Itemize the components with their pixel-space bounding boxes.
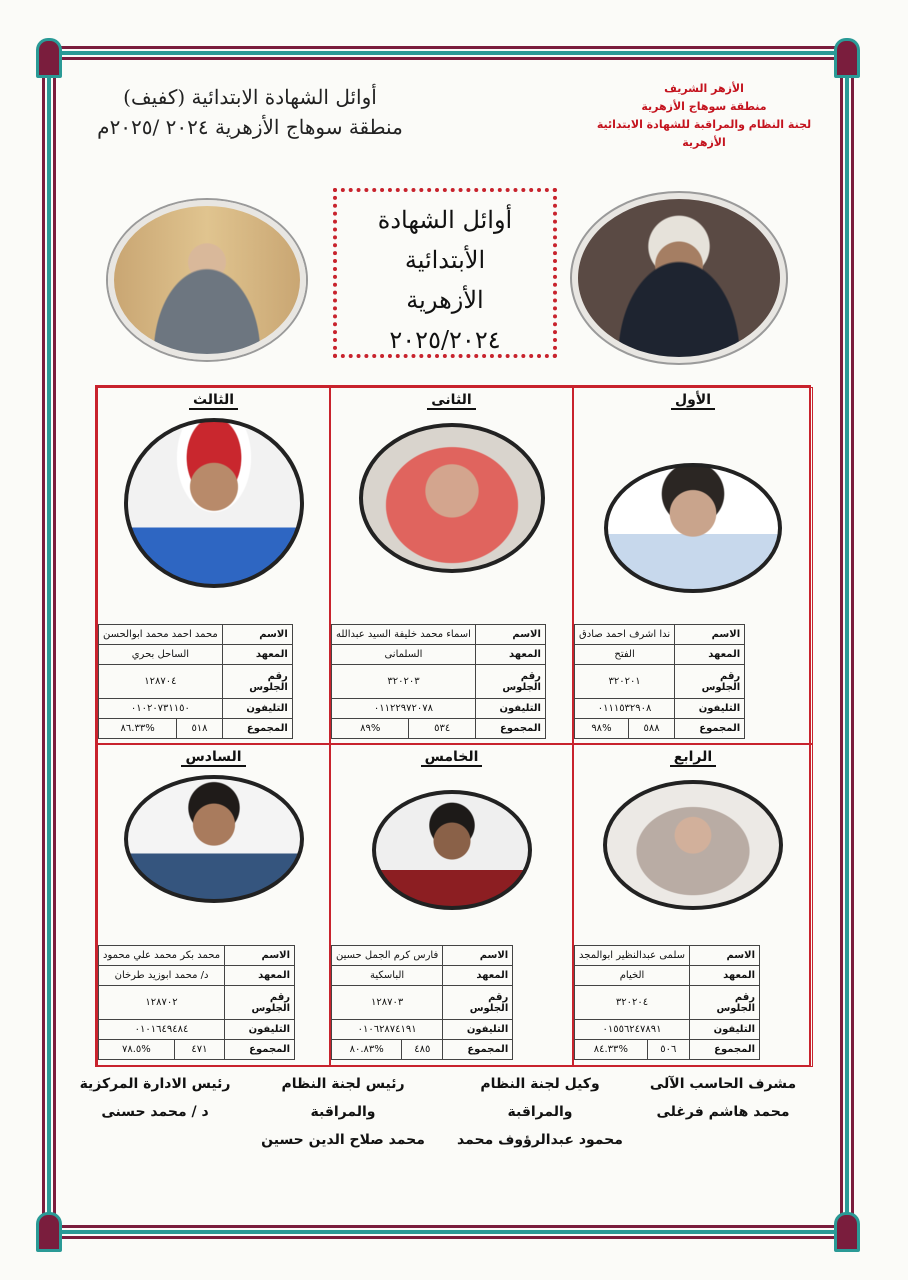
signature-title: مشرف الحاسب الآلى: [649, 1076, 797, 1092]
student-seat-number: ١٢٨٧٠٤: [99, 665, 223, 699]
total-label: المجموع: [475, 719, 545, 739]
student-phone: ٠١١١٥٣٢٩٠٨: [575, 699, 675, 719]
signature-name: محمود عبدالرؤوف محمد: [457, 1132, 623, 1148]
phone-row: [575, 1020, 760, 1040]
title-line-1: أوائل الشهادة: [377, 206, 513, 234]
seat-label: رقم الجلوس: [475, 665, 545, 699]
rank-title: [98, 392, 329, 408]
student-percent: %٨٩: [332, 719, 409, 739]
rank-title: [98, 749, 329, 765]
name-label: الاسم: [475, 625, 545, 645]
student-info-table: [98, 945, 295, 1060]
seat-label: رقم الجلوس: [222, 665, 292, 699]
student-institute: السلمانى: [332, 645, 476, 665]
total-label: المجموع: [675, 719, 745, 739]
signature-name: محمد صلاح الدين حسين: [261, 1132, 425, 1148]
phone-row: [575, 699, 745, 719]
student-photo: [372, 790, 532, 910]
corner-ornament: [36, 1212, 62, 1252]
student-info-table: [98, 624, 293, 739]
corner-ornament: [834, 38, 860, 78]
institute-label: المعهد: [675, 645, 745, 665]
student-name: ندا اشرف احمد صادق: [575, 625, 675, 645]
student-info-table: [331, 945, 513, 1060]
rank-label: السادس: [181, 749, 245, 767]
signature-block: [450, 1070, 630, 1154]
student-total: ٥٠٦: [647, 1040, 689, 1060]
rank-label: الخامس: [421, 749, 483, 767]
phone-label: التليفون: [222, 699, 292, 719]
institution-heading: [584, 80, 824, 152]
frame-left-border: [42, 50, 56, 1234]
rank-title: [574, 749, 812, 765]
total-label: المجموع: [443, 1040, 513, 1060]
rank-title: [331, 749, 572, 765]
student-photo: [603, 780, 783, 910]
name-label: الاسم: [675, 625, 745, 645]
institution-line-2: منطقة سوهاج الأزهرية: [641, 100, 767, 113]
student-photo: [124, 418, 304, 588]
student-seat-number: ١٢٨٧٠٣: [332, 986, 443, 1020]
institute-row: [332, 966, 513, 986]
seat-row: [99, 986, 295, 1020]
phone-label: التليفون: [690, 1020, 760, 1040]
frame-top-border: [55, 46, 853, 60]
student-percent: %٨٠.٨٣: [332, 1040, 402, 1060]
signature-block: [248, 1070, 438, 1154]
student-phone: ٠١٠١٦٤٩٤٨٤: [99, 1020, 225, 1040]
signature-name: محمد هاشم فرغلى: [656, 1104, 790, 1120]
student-card: [330, 744, 573, 1067]
rank-title: [574, 392, 812, 408]
phone-row: [332, 699, 546, 719]
student-institute: الساحل بحري: [99, 645, 223, 665]
student-seat-number: ٣٢٠٢٠١: [575, 665, 675, 699]
student-name: اسماء محمد خليفة السيد عبدالله: [332, 625, 476, 645]
title-line-2: الأبتدائية: [404, 246, 486, 274]
student-name: محمد بكر محمد علي محمود: [99, 946, 225, 966]
total-row: [575, 1040, 760, 1060]
frame-right-border: [840, 50, 854, 1234]
student-name: سلمى عبدالنظير ابوالمجد: [575, 946, 690, 966]
rank-title: [331, 392, 572, 408]
institution-line-1: الأزهر الشريف: [664, 82, 744, 95]
name-label: الاسم: [225, 946, 295, 966]
name-label: الاسم: [222, 625, 292, 645]
institute-label: المعهد: [222, 645, 292, 665]
student-card: [573, 744, 813, 1067]
student-percent: %٨٤.٣٣: [575, 1040, 648, 1060]
institute-label: المعهد: [690, 966, 760, 986]
student-institute: الخيام: [575, 966, 690, 986]
certificate-title-box: [333, 188, 557, 358]
student-name: فارس كرم الجمل حسين: [332, 946, 443, 966]
institution-line-3: لجنة النظام والمراقبة للشهادة الابتدائية الأزهرية: [596, 118, 812, 149]
total-row: [99, 1040, 295, 1060]
signature-title: رئيس لجنة النظام والمراقبة: [281, 1076, 405, 1120]
student-seat-number: ١٢٨٧٠٢: [99, 986, 225, 1020]
phone-row: [332, 1020, 513, 1040]
student-total: ٥١٨: [177, 719, 223, 739]
student-seat-number: ٣٢٠٢٠٣: [332, 665, 476, 699]
total-row: [575, 719, 745, 739]
total-label: المجموع: [690, 1040, 760, 1060]
total-row: [99, 719, 293, 739]
student-card: [97, 744, 330, 1067]
heading-line-1: أوائل الشهادة الابتدائية (كفيف): [123, 85, 377, 109]
name-row: [99, 625, 293, 645]
phone-label: التليفون: [475, 699, 545, 719]
student-institute: الفتح: [575, 645, 675, 665]
student-photo: [359, 423, 545, 573]
student-total: ٥٨٨: [628, 719, 674, 739]
signature-name: د / محمد حسنى: [101, 1104, 209, 1120]
total-row: [332, 719, 546, 739]
name-row: [575, 625, 745, 645]
document-heading: [70, 82, 430, 142]
student-photo: [124, 775, 304, 903]
student-phone: ٠١٠٢٠٧٣١١٥٠: [99, 699, 223, 719]
institute-label: المعهد: [225, 966, 295, 986]
phone-row: [99, 1020, 295, 1040]
phone-label: التليفون: [443, 1020, 513, 1040]
phone-label: التليفون: [675, 699, 745, 719]
rank-label: الثانى: [427, 392, 475, 410]
name-row: [332, 946, 513, 966]
seat-row: [575, 986, 760, 1020]
name-row: [332, 625, 546, 645]
name-row: [99, 946, 295, 966]
corner-ornament: [36, 38, 62, 78]
seat-label: رقم الجلوس: [690, 986, 760, 1020]
name-label: الاسم: [443, 946, 513, 966]
title-line-4: ٢٠٢٥/٢٠٢٤: [389, 326, 501, 354]
student-photo: [604, 463, 782, 593]
signature-title: رئيس الادارة المركزية: [79, 1076, 231, 1092]
student-info-table: [574, 624, 745, 739]
official-portrait-left: [108, 200, 306, 360]
student-name: محمد احمد محمد ابوالحسن: [99, 625, 223, 645]
institute-row: [575, 645, 745, 665]
signature-block: [70, 1070, 240, 1126]
seat-row: [575, 665, 745, 699]
frame-bottom-border: [55, 1225, 853, 1239]
title-line-3: الأزهرية: [406, 286, 484, 314]
student-card: [97, 387, 330, 744]
seat-row: [332, 986, 513, 1020]
student-info-table: [331, 624, 546, 739]
institute-label: المعهد: [475, 645, 545, 665]
seat-row: [99, 665, 293, 699]
signature-title: وكيل لجنة النظام والمراقبة: [480, 1076, 600, 1120]
total-row: [332, 1040, 513, 1060]
student-card: [330, 387, 573, 744]
name-row: [575, 946, 760, 966]
student-total: ٤٧١: [174, 1040, 224, 1060]
institute-row: [332, 645, 546, 665]
seat-row: [332, 665, 546, 699]
phone-row: [99, 699, 293, 719]
institute-label: المعهد: [443, 966, 513, 986]
institute-row: [99, 645, 293, 665]
student-percent: %٩٨: [575, 719, 629, 739]
student-phone: ٠١٠٦٢٨٧٤١٩١: [332, 1020, 443, 1040]
rank-label: الثالث: [189, 392, 238, 410]
rank-label: الأول: [671, 392, 715, 410]
total-label: المجموع: [225, 1040, 295, 1060]
rank-label: الرابع: [670, 749, 716, 767]
seat-label: رقم الجلوس: [225, 986, 295, 1020]
student-card: [573, 387, 813, 744]
heading-line-2: منطقة سوهاج الأزهرية ٢٠٢٤ /٢٠٢٥م: [97, 115, 403, 139]
top-students-grid: [95, 385, 811, 1067]
phone-label: التليفون: [225, 1020, 295, 1040]
student-institute: الباسكية: [332, 966, 443, 986]
total-label: المجموع: [222, 719, 292, 739]
student-info-table: [574, 945, 760, 1060]
student-percent: %٧٨.٥: [99, 1040, 175, 1060]
name-label: الاسم: [690, 946, 760, 966]
student-institute: د/ محمد ابوزيد طرخان: [99, 966, 225, 986]
student-percent: %٨٦.٣٣: [99, 719, 177, 739]
seat-label: رقم الجلوس: [675, 665, 745, 699]
student-total: ٤٨٥: [402, 1040, 443, 1060]
official-portrait-right: [572, 193, 786, 363]
student-total: ٥٣٤: [409, 719, 475, 739]
seat-label: رقم الجلوس: [443, 986, 513, 1020]
student-phone: ٠١٥٥٦٢٤٧٨٩١: [575, 1020, 690, 1040]
student-seat-number: ٣٢٠٢٠٤: [575, 986, 690, 1020]
signature-block: [638, 1070, 808, 1126]
institute-row: [99, 966, 295, 986]
corner-ornament: [834, 1212, 860, 1252]
student-phone: ٠١١٢٢٩٧٢٠٧٨: [332, 699, 476, 719]
institute-row: [575, 966, 760, 986]
